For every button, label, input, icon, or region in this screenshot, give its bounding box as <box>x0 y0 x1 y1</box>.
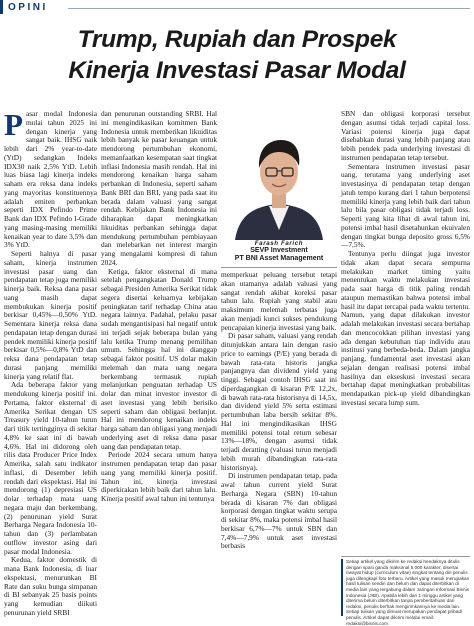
article-column-3 <box>221 271 337 551</box>
rubric-label: OPINI <box>8 2 48 13</box>
disclaimer-text: Setiap artikel yang dikirim ke redaksi hendaknya ditulis dengan spasi ganda maksimal 5.000 karakter, disertai riwayat hidup (curriculum vitae) singkat tentang diri penulis juga dilengkapi foto terbaru. Artikel yang masuk merupakan hasil tulisan sendiri dan belum dan dapat diterbitkan di media lain yang tergabung dalam Jaringan Informasi Bisnis Indonesia (JIBI). Apabila lebih dari 1 minggu artikel yang diterima belum diterbitkan tanpa pemberitahuan dari redaksi, penulis berhak mengirimkannya ke media lain. Setiap tulisan yang dimuat merupakan pendapat pribadi penulis. Artikel dapat dikirim melalui email: redaksi@bisnis.com <box>346 559 470 626</box>
article-column-4 <box>341 110 470 408</box>
paragraph: Di pasar saham, valuasi yang rendah ditunjukkan antara lain dengan rasio price to earnings (P/E) yang berada di bawah rata-rata historis jangka panjangnya dan dividend yield yang tinggi. Sebagai contoh IHSG saat ini diperdagangkan di kisaran P/E 12,2x, di bawah rata-rata historisnya di 14,5x, dan dividend yield 5% serta estimasi pertumbuhan laba bersih sekitar 8%. Hal ini mengindikasikan IHSG memiliki potensi total return sebesar 13%—18%, dengan asumsi tidak terjadi deratting (valuasi turun menjadi lebih murah dibandingkan rata-rata historisnya). <box>221 331 337 472</box>
author-role-line-2: PT BNI Asset Management <box>234 255 324 262</box>
author-photo <box>221 110 337 240</box>
article-headline <box>0 24 474 86</box>
paragraph: Tentunya perlu diingat juga investor tidak akan dapat secara sempurna melakukan market timing yaitu menentukan waktu melakukan investasi pada saat harga di titik paling rendah ataupun memastikan bahwa potensi imbal hasil itu dapat tercapai pada waktu tertentu. Namun, yang dapat dilakukan investor adalah melakukan investasi secara bertahap dan mencocokkan pilihan investasi yang ada dengan kebutuhan tiap individu atau institusi yang berbeda-beda. Dalam jangka panjang, fundamental aset investasi akan sejalan dengan realisasi potensi imbal hasilnya dan ekseskusi investasi secara bertahap dapat meningkatkan probabilitas mendapatkan pick-up yield dibandingkan investasi secara lump sum. <box>341 249 470 407</box>
paragraph: Kedua, faktor domestik di mana Bank Indonesia, di luar ekspektasi, menurunkan BI Rate dan suku bunga simpanan di BI sebanyak 25 basis points yang kemudian diikuti penurunan yield SRBI <box>4 555 97 617</box>
caption-divider <box>221 267 337 268</box>
paragraph: dan penurunan outstanding SRBI. Hal ini mengindikasikan komitmen Bank Indonesia untuk memberikan likuiditas lebih banyak ke pasar keuangan untuk mendorong pertumbuhan ekonomi, memanfaatkan kesempatan saat tingkat inflasi Indonesia masih rendah. Hal ini mendorong kenaikan harga saham perbankan di Indonesia, seperti saham Bank BRI dan BRI, yang pada saat itu berada dalam valuasi yang sangat rendah. Kebijakan Bank Indonesia ini diharapkan dapat meningkatkan likuiditas perbankan sehingga dapat mendukung pertumbuhan pembiayaan dan melebarkan net interest margin yang mengalami kompresi di tahun 2024. <box>101 109 217 267</box>
paragraph: Ada beberapa faktor yang mendukung kinerja positif ini. Pertama, faktor eksternal di Amerika Serikat dengan US Treasury yield 10-tahun turun dari titik tertingginya di sekitar 4,8% ke saat ini di bawah 4,6%. Hal ini didorong oleh rilis data Producer Price Index Amerika, salah satu indikator inflasi, di Desember lebih rendah dari ekspektasi. Hal ini mendorong (1) depresiasi US dolar terhadap mata uang negara maju dan berkembang, (2) penurunan yield Surat Berharga Negara Indonesia 10-tahun dan (3) perlambatan outflow investor asing dari pasar modal Indonesia. <box>4 380 97 556</box>
paragraph: Sementara instrumen investasi pasar uang, terutama yang underlying aset investasinya di pendapatan tetap dengan jatuh tempo kurang dari 1 tahun berpotensi memiliki kinerja yang lebih baik dari tahun lalu bila pasar obligasi tidak terjadi loss. Seperti yang kita lihat di awal tahun ini, potensi imbal hasil disetahunkan ekuivalen dengan tingkat bunga deposito gross 6,5%—7,5%. <box>341 161 470 250</box>
headline-line-2: Kinerja Investasi Pasar Modal <box>68 57 406 84</box>
article-column-2 <box>101 110 217 504</box>
rubric-header <box>0 0 474 18</box>
author-portrait-illustration <box>221 110 337 240</box>
rubric-marker <box>0 0 3 14</box>
paragraph: memperkuat peluang tersebut tetapi akan utamanya adalah valuasi yang sangat rendah akibat koreksi pasar tahun lalu. Rupiah yang stabil atau maksimum melemah terbatas juga akan menjadi kunci sukses pendukung pencapaian kinerja investasi yang baik. <box>221 270 337 332</box>
author-role-line-1: SEVP Investment <box>250 247 308 254</box>
paragraph: Di instrumen pendapatan tetap, pada awal tahun current yield Surat Berharga Negara (SBN) 10-tahun berada di kisaran 7% dan obligasi korporasi dengan tingkat waktu serupa di sekitar 8%, maka potensi imbal hasil berkisar 6,7%—7% untuk SBN dan 7,4%—7,9% untuk aset investasi berbasis <box>221 471 337 551</box>
paragraph: Periode 2024 secara umum hanya instrumen pendapatan tetap dan pasar uang yang memiliki kinerja positif. Tahun ini, kinerja investasi diperkirakan lebih baik dari tahun lalu. Kinerja positif awal tahun ini tentunya <box>101 450 217 503</box>
submission-disclaimer <box>341 556 470 626</box>
paragraph: Ketiga, faktor eksternal di mana setelah pengangkatan Donald Trump sebagai Presiden Amerika Serikat tidak segera disertai keluarnya kebijakan peningkatan tarif terhadap China atau negara lainnya. Padahal, pelaku pasar sudah mengantisipasi hal negatif untuk ini terjadi sejak beberapa bulan yang lalu ketika Trump menang pemilihan umum. Sehingga hal ini dianggap sebagai faktor positif. US dolar makin melemah dan mata uang negara berkembang termasuk rupiah melanjutkan penguatan terhadap US dolar dan minat investor investor di aset investasi yang lebih berisiko seperti saham dan obligasi berlanjut. Hal ini mendorong kenaikan indeks harga saham dan obligasi yang menjadi underlying aset di reksa dana pasar uang dan pendapatan tetap. <box>101 266 217 451</box>
disclaimer-marker <box>341 559 343 616</box>
article-column-1 <box>4 107 97 618</box>
author-name: Farash Farich <box>254 240 304 247</box>
paragraph-text: asar modal Indonesia mulai tahun 2025 ini dengan kinerja yang sangat baik. IHSG naik lebih dari 2% year-to-date (YtD) sedangkan Indeks IDX30 naik 2,5% YtD. Lebih luas biasa lagi kinerja indeks saham era reksa dana indeks yang mayoritas konstituennya adalah emiten perbankan seperti IDX Pefindo Prime Bank dan IDX Pefindo I-Grade yang masing-masing memiliki kenaikan year to date 3,5% dan 3% YtD. <box>4 109 97 250</box>
paragraph <box>4 107 97 250</box>
paragraph: Seperti halnya di pasar saham, kinerja instrumen investasi pasar uang dan pendapatan tetap juga memiliki kinerja baik. Reksa dana pasar uang masih dapat membukukan kinerja positif berkisar 0,45%—0,50% YtD. Sementara kinerja reksa dana pendapatan tetap dengan durasi pendek memiliki kinerja positif berkisar 0,5%—0,8% YtD dan reksa dana pendapatan tetap durasi panjang memiliki kinerja yang relatif flat. <box>4 249 97 381</box>
headline-line-1: Trump, Rupiah dan Prospek <box>77 26 397 53</box>
paragraph: SBN dan obligasi korporasi tersebut dengan asumsi tidak terjadi capital loss. Variasi potensi kinerja juga dapat disebabkan durasi yang lebih panjang atau lebih pendek pada underlying investasi di instrumen pendapatan tetap tersebut. <box>341 109 470 162</box>
rubric-rule <box>68 8 470 9</box>
drop-cap: P <box>4 107 23 142</box>
author-caption <box>221 240 337 263</box>
